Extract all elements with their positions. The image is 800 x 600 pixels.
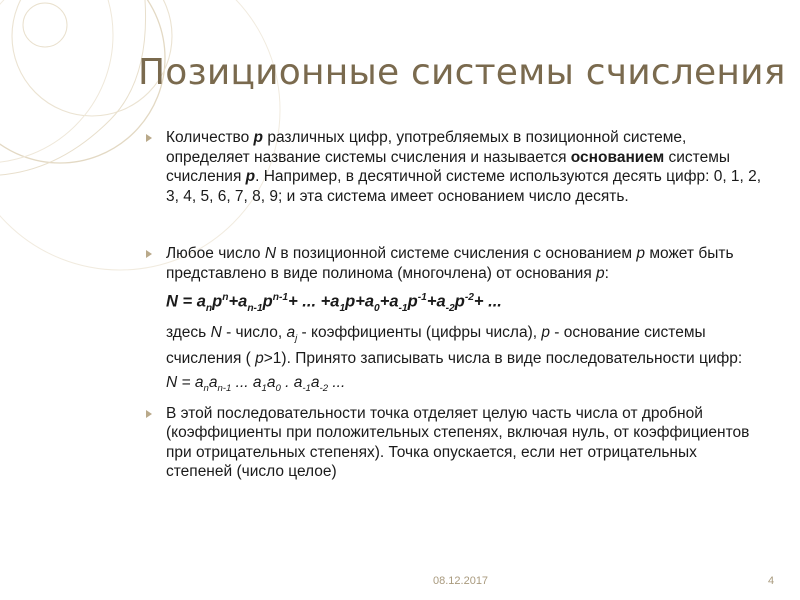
slide-content: [143, 128, 763, 482]
bold-term: основанием: [570, 148, 665, 166]
bullet-base-definition: Количество p различных цифр, употребляемых в позиционной системе, определяет название системы счисления и называется основанием системы счисления р. Например, в десятичной системе используются десять цифр: 0, 1, 2, 3, 4, 5, 6, 7, 8, 9; и эта система имеет основанием число десять.: [143, 128, 763, 206]
slide-title: Позиционные системы счисления: [138, 52, 786, 93]
formula-digit-sequence: $N = a_na_{n-1}$ ... $a_1a_0$ . $a_{-1}a_{-2}$ ...: [166, 374, 346, 395]
footer-date: 08.12.2017: [433, 575, 489, 587]
bullet-polynomial: Любое число N в позиционной системе счисления с основанием p может быть представлено в виде полинома (многочлена) от основания p:: [143, 244, 763, 283]
formula-polynomial: $N = a_np^n+a_{n-1}p^{n-1}+$ ... $+a_1p+a_0+a_{-1}p^{-1}+a_{-2}p^{-2}+$ ...: [166, 292, 502, 314]
bullet-point-explanation: В этой последовательности точка отделяет целую часть числа от дробной (коэффициенты при положительных степенях, включая нуль, от коэффициентов при отрицательных степенях). Точка опускается, если нет отрицательных степеней (число целое): [143, 404, 763, 482]
footer-page-number: 4: [768, 575, 775, 587]
coefficients-explanation: здесь N - число, $a_j$ - коэффициенты (цифры числа), p - основание системы счисления ( p>1). Принято записывать числа в виде последовательности цифр:: [166, 324, 743, 367]
